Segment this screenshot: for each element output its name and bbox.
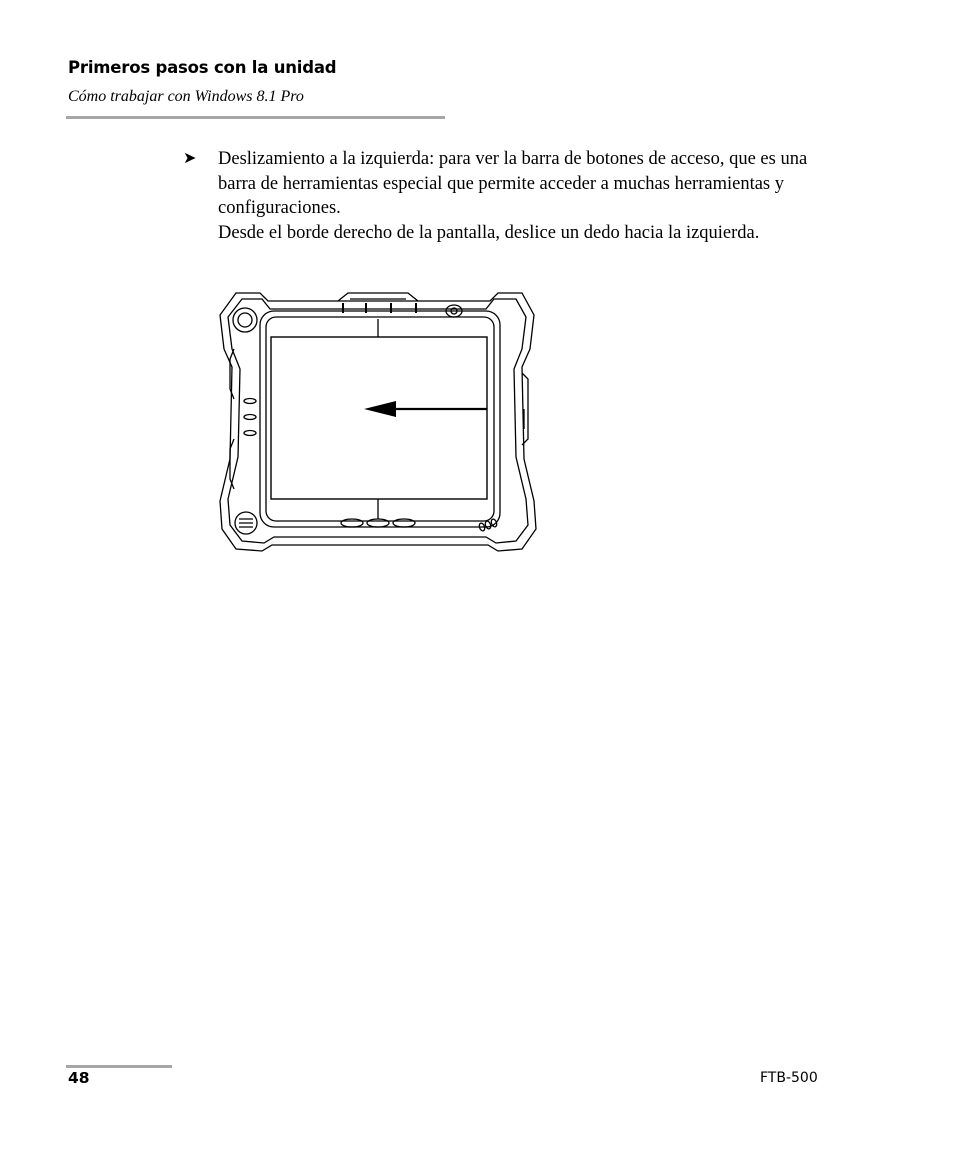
page-header-title: Primeros pasos con la unidad — [68, 58, 337, 77]
instruction-paragraph-1: Deslizamiento a la izquierda: para ver la barra de botones de acceso, que es una barra de herramientas especial que permite acceder a muchas herramientas y configuraciones. — [218, 149, 808, 219]
page-header-subtitle: Cómo trabajar con Windows 8.1 Pro — [68, 88, 304, 105]
header-divider — [66, 116, 445, 119]
bottom-button-group — [341, 519, 415, 527]
tablet-screen — [271, 337, 487, 499]
left-side-buttons — [230, 349, 256, 489]
tablet-swipe-left-illustration — [218, 289, 542, 553]
product-name: FTB-500 — [760, 1070, 818, 1086]
bullet-arrow-icon: ➤ — [183, 148, 197, 167]
page-number: 48 — [68, 1069, 90, 1087]
tablet-bezel — [260, 311, 500, 527]
instruction-paragraph-2: Desde el borde derecho de la pantalla, deslice un dedo hacia la izquierda. — [218, 222, 760, 243]
swipe-left-arrow-icon — [364, 401, 487, 417]
footer-divider — [66, 1065, 172, 1068]
top-left-knob — [233, 308, 257, 332]
instruction-text — [218, 147, 818, 245]
